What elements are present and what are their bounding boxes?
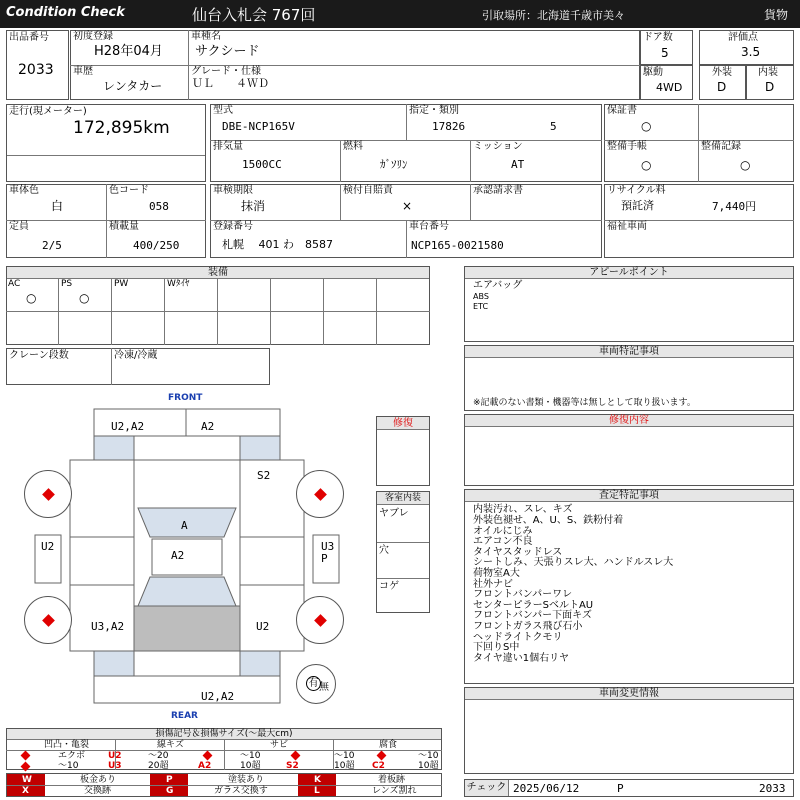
legend-rust-s2: S2 (286, 761, 299, 771)
warranty-value: ○ (641, 119, 652, 133)
car-name-label: 車種名 (191, 31, 221, 42)
first-reg-label: 初度登録 (73, 31, 113, 42)
check-number: 2033 (759, 782, 786, 795)
legend-rust-large: 10超 (334, 761, 355, 771)
drive-value: 4WD (656, 81, 683, 94)
cabin-title: 客室内装 (377, 492, 429, 505)
mark-left-side: U2 (41, 540, 55, 553)
chassis-label: 車台番号 (409, 221, 449, 232)
tire-rear-right (296, 596, 344, 644)
equip-pw-label: PW (114, 279, 129, 289)
mark-right-side: U3 (321, 540, 335, 553)
tire-front-right (296, 470, 344, 518)
crane-label: クレーン段数 (9, 350, 69, 361)
chassis-value: NCP165-0021580 (411, 239, 504, 252)
spare-yes-mark: 有 (306, 676, 321, 691)
mark-code-l: L (314, 786, 320, 796)
mark-windshield: A (181, 519, 188, 532)
mark-code-k: K (314, 775, 321, 785)
legend-dent-size1: ～10 (58, 761, 79, 771)
score-value: 3.5 (741, 45, 761, 59)
lot-number-value: 2033 (18, 62, 54, 78)
mission-label: ミッション (473, 141, 523, 152)
exterior-cell (699, 65, 746, 100)
special-panel (464, 345, 794, 411)
change-info-title: 車両変更情報 (465, 688, 793, 700)
equip-ps-label: PS (61, 279, 73, 289)
legend-title: 損傷記号＆損傷サイズ(～最大cm) (7, 729, 441, 740)
mark-text-w: 板金あり (80, 775, 117, 785)
repair-content-panel (464, 414, 794, 486)
tire-rear-left (24, 596, 72, 644)
legend-dent-small: エクボ (58, 751, 86, 761)
equip-wtire-label: Wﾀｲﾔ (167, 279, 190, 289)
note-item: 社外ナビ (473, 579, 513, 590)
repair-title: 修復 (377, 417, 429, 430)
cabin-item-tear: ヤブレ (379, 508, 409, 519)
mark-text-l: レンズ割れ (372, 786, 417, 796)
legend-dent-u3-size: 20超 (148, 761, 169, 771)
change-info-panel (464, 687, 794, 774)
exterior-value: D (717, 80, 727, 94)
cabin-panel (376, 491, 430, 613)
note-item: オイルにじみ (473, 526, 533, 537)
inspection-notes-panel (464, 489, 794, 684)
equip-ac-label: AC (8, 279, 21, 289)
mark-top-right: A2 (201, 420, 215, 433)
insurance-value: × (402, 199, 413, 213)
body-color-value: 白 (51, 199, 64, 213)
check-label: チェック (465, 780, 509, 796)
legend-group-scratch: 線キズ (157, 740, 184, 750)
doors-label: ドア数 (643, 32, 673, 43)
color-code-label: 色コード (109, 185, 149, 196)
designation-value2: 5 (550, 120, 557, 133)
freezer-label: 冷凍/冷蔵 (114, 350, 158, 361)
appeal-item-airbag: エアバッグ (473, 280, 523, 291)
note-item: センターピラーSベルトAU (473, 600, 594, 611)
note-item: 荷物室A大 (473, 568, 520, 579)
body-color-label: 車体色 (9, 185, 39, 196)
checker: P (617, 782, 624, 795)
mark-right-side-p: P (321, 552, 328, 565)
grade-value: ＵＬ ４ＷＤ (192, 77, 269, 90)
warranty-label: 保証書 (607, 105, 637, 116)
pickup-location: 引取場所：北海道千歳市美々 (482, 9, 625, 22)
front-label: FRONT (168, 393, 203, 403)
legend-corrosion-large: 10超 (418, 761, 439, 771)
load-value: 400/250 (133, 239, 180, 252)
color-code-value: 058 (149, 200, 169, 213)
capacity-value: 2/5 (42, 239, 62, 252)
legend-rust-small: ～10 (334, 751, 355, 761)
equipment-title: 装備 (7, 267, 429, 279)
note-item: 下回りS中 (473, 642, 520, 653)
recycle-label: リサイクル料 (607, 185, 666, 196)
car-name-value: サクシード (195, 44, 260, 59)
mark-text-g: ガラス交換す (214, 786, 268, 796)
cabin-item-burn: コゲ (379, 581, 399, 592)
load-label: 積載量 (109, 221, 139, 232)
score-cell (699, 30, 794, 65)
recycle-amount: 7,440円 (712, 200, 757, 213)
special-note: ※記載のない書類・機器等は無しとして取り扱います。 (473, 398, 696, 408)
note-item: タイヤ違い1個右リヤ (473, 653, 569, 664)
interior-cell (746, 65, 794, 100)
legend-group-corrosion: 腐食 (379, 740, 398, 750)
mark-code-p: P (166, 775, 173, 785)
fuel-label: 燃料 (343, 141, 363, 152)
check-date: 2025/06/12 (513, 782, 580, 795)
legend-dent-u2-size: ～20 (148, 751, 169, 761)
equipment-panel (6, 266, 430, 345)
legend-corrosion-small: ～10 (418, 751, 439, 761)
maintenance-book-label: 整備手帳 (607, 141, 647, 152)
designation-value: 17826 (432, 120, 466, 133)
displacement-value: 1500CC (242, 158, 282, 171)
note-item: タイヤスタッドレス (473, 547, 563, 558)
note-item: フロントバンパー下面キズ (473, 610, 592, 621)
inspection-label: 車検期限 (213, 185, 253, 196)
drive-label: 駆動 (643, 67, 663, 78)
check-footer (464, 779, 794, 797)
interior-label: 内装 (758, 67, 778, 78)
mark-top-left: U2,A2 (111, 420, 145, 433)
mark-left-rear: U3,A2 (91, 620, 125, 633)
lot-number-cell (6, 30, 69, 100)
welfare-label: 福祉車両 (607, 221, 647, 232)
repair-panel (376, 416, 430, 486)
mark-text-x: 交換跡 (84, 786, 112, 796)
legend-scratch-large: 10超 (240, 761, 261, 771)
reg-number-value: 札幌 401 わ 8587 (222, 238, 333, 251)
doors-value: 5 (661, 46, 669, 60)
model-label: 型式 (213, 105, 233, 116)
condition-check-title: Condition Check (6, 5, 125, 20)
legend-scratch-a2: A2 (198, 761, 212, 771)
note-item: 内装汚れ、スレ、キズ (473, 504, 573, 515)
auction-title: 仙台入札会 767回 (192, 6, 316, 24)
recycle-value: 預託済 (621, 199, 654, 212)
legend-dent-u2: U2 (108, 751, 122, 761)
mark-right-front: S2 (257, 469, 271, 482)
designation-label: 指定・類別 (409, 105, 459, 116)
approval-label: 承認請求書 (473, 185, 523, 196)
special-title: 車両特記事項 (465, 346, 793, 358)
appeal-item-etc: ETC (473, 302, 489, 311)
note-item: エアコン不良 (473, 536, 533, 547)
mark-code-x: X (22, 786, 29, 796)
header-bar (0, 0, 800, 28)
repair-content-title: 修復内容 (465, 415, 793, 427)
mark-text-p: 塗装あり (228, 775, 265, 785)
legend-group-dent: 凹凸・亀裂 (44, 740, 90, 750)
mileage-value: 172,895km (73, 118, 170, 138)
insurance-label: 検付自賠責 (343, 185, 393, 196)
mileage-label: 走行(現メーター) (9, 106, 87, 117)
category-label: 貨物 (764, 8, 789, 22)
history-label: 車歴 (73, 66, 93, 77)
lot-number-label: 出品番号 (9, 32, 49, 43)
fuel-value: ｶﾞｿﾘﾝ (380, 158, 408, 171)
history-value: レンタカー (103, 79, 163, 93)
mission-value: AT (511, 158, 525, 171)
appeal-panel (464, 266, 794, 342)
model-value: DBE-NCP165V (222, 120, 295, 133)
mark-roof: A2 (171, 549, 185, 562)
doors-cell (640, 30, 693, 65)
capacity-label: 定員 (9, 221, 29, 232)
mark-rear-bumper: U2,A2 (201, 690, 235, 703)
reg-number-label: 登録番号 (213, 221, 253, 232)
mileage-cell (6, 104, 206, 182)
exterior-label: 外装 (712, 67, 732, 78)
note-item: シートしみ、天張りスレ大、ハンドルスレ大 (473, 557, 674, 568)
note-item: フロントバンパーワレ (473, 589, 573, 600)
first-reg-value: H28年04月 (94, 44, 163, 59)
cabin-item-hole: 穴 (379, 545, 389, 556)
mark-code-w: W (22, 775, 32, 785)
inspection-value: 抹消 (241, 199, 266, 213)
legend-dent-u3: U3 (108, 761, 122, 771)
equip-ac-mark: ○ (26, 291, 37, 305)
legend-group-rust: サビ (270, 740, 289, 750)
appeal-title: アピールポイント (465, 267, 793, 279)
note-item: 外装色褪せ、A、U、S、鉄粉付着 (473, 515, 624, 526)
rear-label: REAR (171, 711, 198, 721)
score-label: 評価点 (728, 32, 758, 43)
drive-cell (640, 65, 693, 100)
equip-ps-mark: ○ (79, 291, 90, 305)
maintenance-record-value: ○ (740, 158, 751, 172)
mark-right-rear: U2 (256, 620, 270, 633)
legend-scratch-small: ～10 (240, 751, 261, 761)
tire-front-left (24, 470, 72, 518)
mark-text-k: 着板跡 (378, 775, 406, 785)
maintenance-book-value: ○ (641, 158, 652, 172)
inspection-notes-title: 査定特記事項 (465, 490, 793, 502)
spare-tire (296, 664, 336, 704)
interior-value: D (765, 80, 775, 94)
note-item: ヘッドライトクモリ (473, 632, 563, 643)
spare-no-mark: 無 (319, 682, 329, 693)
legend-corrosion-c2: C2 (372, 761, 385, 771)
displacement-label: 排気量 (213, 141, 243, 152)
maintenance-record-label: 整備記録 (701, 141, 741, 152)
note-item: フロントガラス飛び石小 (473, 621, 583, 632)
grade-label: グレード・仕様 (191, 66, 261, 77)
mark-code-g: G (166, 786, 174, 796)
appeal-item-abs: ABS (473, 292, 489, 301)
